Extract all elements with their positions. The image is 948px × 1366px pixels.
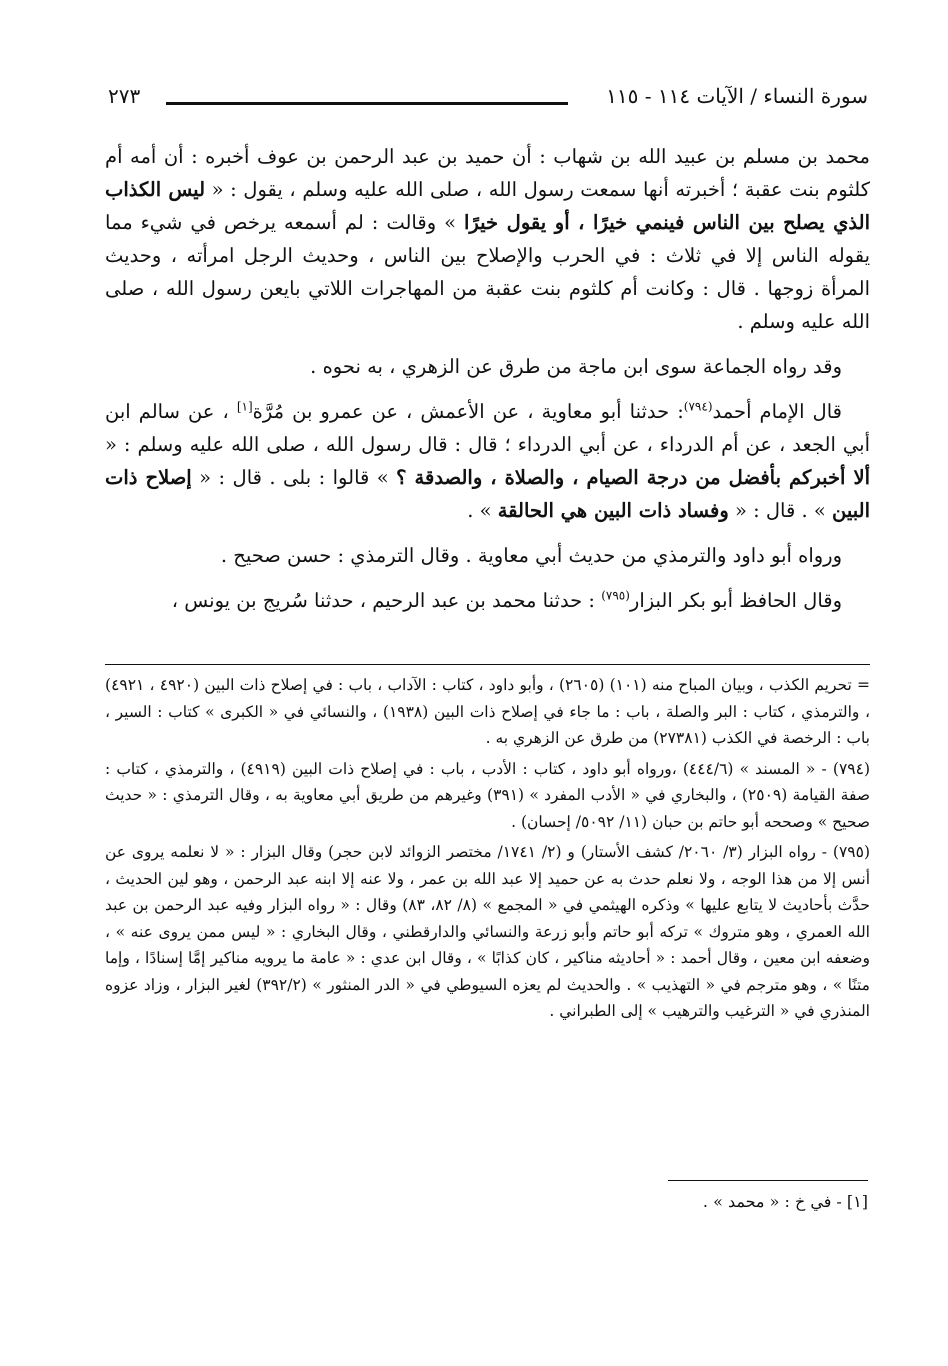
paragraph-hadith-abu-darda: قال الإمام أحمد$^{(٧٩٤)}$: حدثنا أبو معاوية ، عن الأعمش ، عن عمرو بن مُرَّة[١] ، عن سالم ابن أبي الجعد ، عن أم الدرداء ، عن أبي الدرداء ؛ قال : قال رسول الله ، صلى الله عليه وسلم : « ألا أخبركم بأفضل من درجة الصيام ، والصلاة ، والصدقة ؟ » قالوا : بلى . قال : « إصلاح ذات البين » . قال : « وفساد ذات البين هي الحالقة » . bbox=[105, 399, 871, 522]
footnote-number: (٧٩٥) - bbox=[821, 843, 870, 861]
hadith-text: إصلاح ذات البين bbox=[105, 466, 870, 522]
footnote-794: (٧٩٤) - « المسند » (٤٤٤/٦) ،ورواه أبو داود ، كتاب : الأدب ، باب : في إصلاح ذات البين (٤٩١٩) ، والترمذي ، كتاب : صفة القيامة (٢٥٠٩) ، والبخاري في « الأدب المفرد » (٣٩١) وغيرهم من طريق أبي معاوية به ، وقال الترمذي : « حديث صحيح » وصححه أبو حاتم بن حبان (١١/ ٥٠٩٢/ إحسان) . bbox=[105, 759, 870, 831]
manuscript-variant-note: [١] - في خ : « محمد » . bbox=[702, 1192, 868, 1211]
paragraph-narration-note: وقد رواه الجماعة سوى ابن ماجة من طرق عن الزهري ، به نحوه . bbox=[310, 355, 842, 378]
hadith-text: وفساد ذات البين هي الحالقة bbox=[497, 499, 729, 522]
header-rule bbox=[166, 102, 568, 105]
footnote-ref-1[interactable]: [١] bbox=[236, 399, 253, 414]
footnote-795: (٧٩٥) - رواه البزار (٣/ ٢٠٦٠/ كشف الأستار) و (٢/ ١٧٤١/ مختصر الزوائد لابن حجر) وقال البزار : « لا نعلمه يروى عن أنس إلا من هذا الوجه ، ولا نعلم حدث به عن حميد إلا عبد الله بن عمر ، ولا عنه إلا ابنه عبد الرحمن ، وهو لين الحديث ، حدَّث بأحاديث لا يتابع عليها » وذكره الهيثمي في « المجمع » (٨/ ٨٢، ٨٣) وقال : « رواه البزار وفيه عبد الرحمن بن عبد الله العمري ، وهو متروك » تركه أبو حاتم وأبو زرعة والنسائي والدارقطني ، وقال البخاري : « ليس ممن يروى عنه » ، وضعفه ابن معين ، وقال أحمد : « أحاديثه مناكير ، كان كذابًا » ، وقال ابن عدي : « عامة ما يرويه مناكير إمَّا إسنادًا ، وإما متنًا » ، وهو مترجم في « التهذيب » . والحديث لم يعزه السيوطي في « الدر المنثور » (٣٩٢/٢) لغير البزار ، وزاد عزوه المنذري في « الترغيب والترهيب » إلى الطبراني . bbox=[105, 843, 870, 1020]
page-number: ٢٧٣ bbox=[108, 84, 141, 108]
manuscript-note-divider bbox=[668, 1180, 868, 1181]
main-text bbox=[105, 140, 870, 629]
footnote-ref-794[interactable]: (٧٩٤) bbox=[683, 399, 713, 414]
paragraph-tirmidhi-grade: ورواه أبو داود والترمذي من حديث أبي معاوية . وقال الترمذي : حسن صحيح . bbox=[220, 544, 842, 567]
footnote-ref-795[interactable]: (٧٩٥) bbox=[601, 588, 630, 603]
hadith-text: ليس الكذاب الذي يصلح بين الناس فينمي خيرًا ، أو يقول خيرًا bbox=[105, 178, 870, 234]
footnote-continuation: = تحريم الكذب ، وبيان المباح منه (١٠١) (٢٦٠٥) ، وأبو داود ، كتاب : الآداب ، باب : في إصلاح ذات البين (٤٩٢٠ ، ٤٩٢١) ، والترمذي ، كتاب : البر والصلة ، باب : ما جاء في إصلاح ذات البين (١٩٣٨) ، والنسائي في « الكبرى » كتاب : السير ، باب : الرخصة في الكذب (٢٧٣٨١) من طرق عن الزهري به . bbox=[105, 676, 871, 747]
footnotes-divider bbox=[105, 664, 870, 665]
footnotes bbox=[105, 672, 870, 1029]
paragraph-hadith-umm-kulthum: محمد بن مسلم بن عبيد الله بن شهاب : أن حميد بن عبد الرحمن بن عوف أخبره : أن أمه أم كلثوم بنت عقبة ؛ أخبرته أنها سمعت رسول الله ، صلى الله عليه وسلم ، يقول : « ليس الكذاب الذي يصلح بين الناس فينمي خيرًا ، أو يقول خيرًا » وقالت : لم أسمعه يرخص في شيء مما يقوله الناس إلا في ثلاث : في الحرب والإصلاح بين الناس ، وحديث الرجل امرأته ، وحديث المرأة زوجها . قال : وكانت أم كلثوم بنت عقبة من المهاجرات اللاتي بايعن رسول الله ، صلى الله عليه وسلم . bbox=[105, 145, 870, 333]
page-header bbox=[108, 78, 868, 118]
paragraph-bazzar-chain: وقال الحافظ أبو بكر البزار$^{(٧٩٥)}$ : حدثنا محمد بن عبد الرحيم ، حدثنا سُريج بن يونس ، bbox=[171, 588, 842, 612]
footnote-number: (٧٩٤) - bbox=[821, 759, 870, 778]
hadith-text: ألا أخبركم بأفضل من درجة الصيام ، والصلاة ، والصدقة ؟ bbox=[396, 466, 871, 489]
running-title: سورة النساء / الآيات ١١٤ - ١١٥ bbox=[606, 84, 868, 108]
